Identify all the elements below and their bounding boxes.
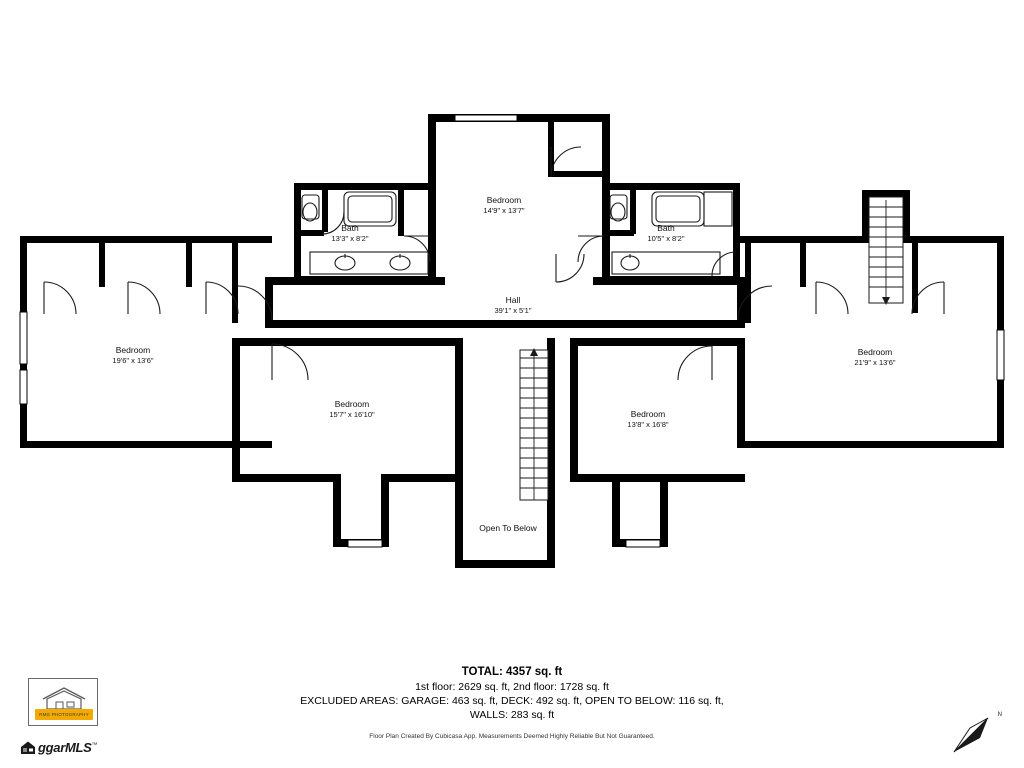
mls-logo [20, 740, 97, 755]
photographer-logo [28, 678, 98, 726]
room-dims: 21'9" x 13'6" [854, 358, 896, 368]
mls-trademark: ™ [91, 742, 98, 749]
room-dims: 13'3" x 8'2" [331, 234, 369, 244]
room-name: Bedroom [630, 409, 666, 419]
floors-sqft: 1st floor: 2629 sq. ft, 2nd floor: 1728 sq. ft [415, 681, 609, 693]
room-name: Open To Below [479, 523, 537, 533]
room-dims: 15'7" x 16'10" [329, 410, 375, 420]
room-name: Bedroom [486, 195, 522, 205]
branding-block [20, 678, 130, 756]
mls-name: ggarMLS [38, 740, 92, 755]
excluded-areas: EXCLUDED AREAS: GARAGE: 463 sq. ft, DECK: 492 sq. ft, OPEN TO BELOW: 116 sq. ft, [300, 695, 724, 707]
compass-icon [948, 712, 1004, 758]
photographer-logo-text: RMG PHOTOGRAPHY [39, 712, 89, 717]
room-dims: 10'5" x 8'2" [647, 234, 685, 244]
doors-group [44, 147, 944, 380]
disclaimer-text: Floor Plan Created By Cubicasa App. Measurements Deemed Highly Reliable But Not Guaranteed. [369, 733, 655, 740]
walls-sqft: WALLS: 283 sq. ft [469, 709, 555, 721]
compass-rose [948, 712, 1004, 758]
room-name: Bedroom [857, 347, 893, 357]
room-dims: 14'9" x 13'7" [483, 206, 525, 216]
room-dims: 19'6" x 13'6" [112, 356, 154, 366]
fixtures-group [302, 192, 732, 274]
room-dims: 39'1" x 5'1" [494, 306, 532, 316]
mls-logo-text [38, 740, 97, 755]
room-name: Bath [341, 223, 359, 233]
area-summary [0, 666, 1024, 740]
photographer-logo-text-bar [35, 709, 93, 720]
room-name: Bedroom [115, 345, 151, 355]
total-sqft: TOTAL: 4357 sq. ft [461, 666, 563, 678]
room-name: Hall [505, 295, 521, 305]
room-name: Bedroom [334, 399, 370, 409]
mls-house-icon [20, 740, 36, 755]
room-dims: 13'8" x 16'8" [627, 420, 669, 430]
compass-north-label: N [997, 712, 1002, 718]
room-name: Bath [657, 223, 675, 233]
walls-group [20, 114, 1004, 568]
house-icon [39, 685, 89, 711]
windows-group [20, 115, 1004, 547]
